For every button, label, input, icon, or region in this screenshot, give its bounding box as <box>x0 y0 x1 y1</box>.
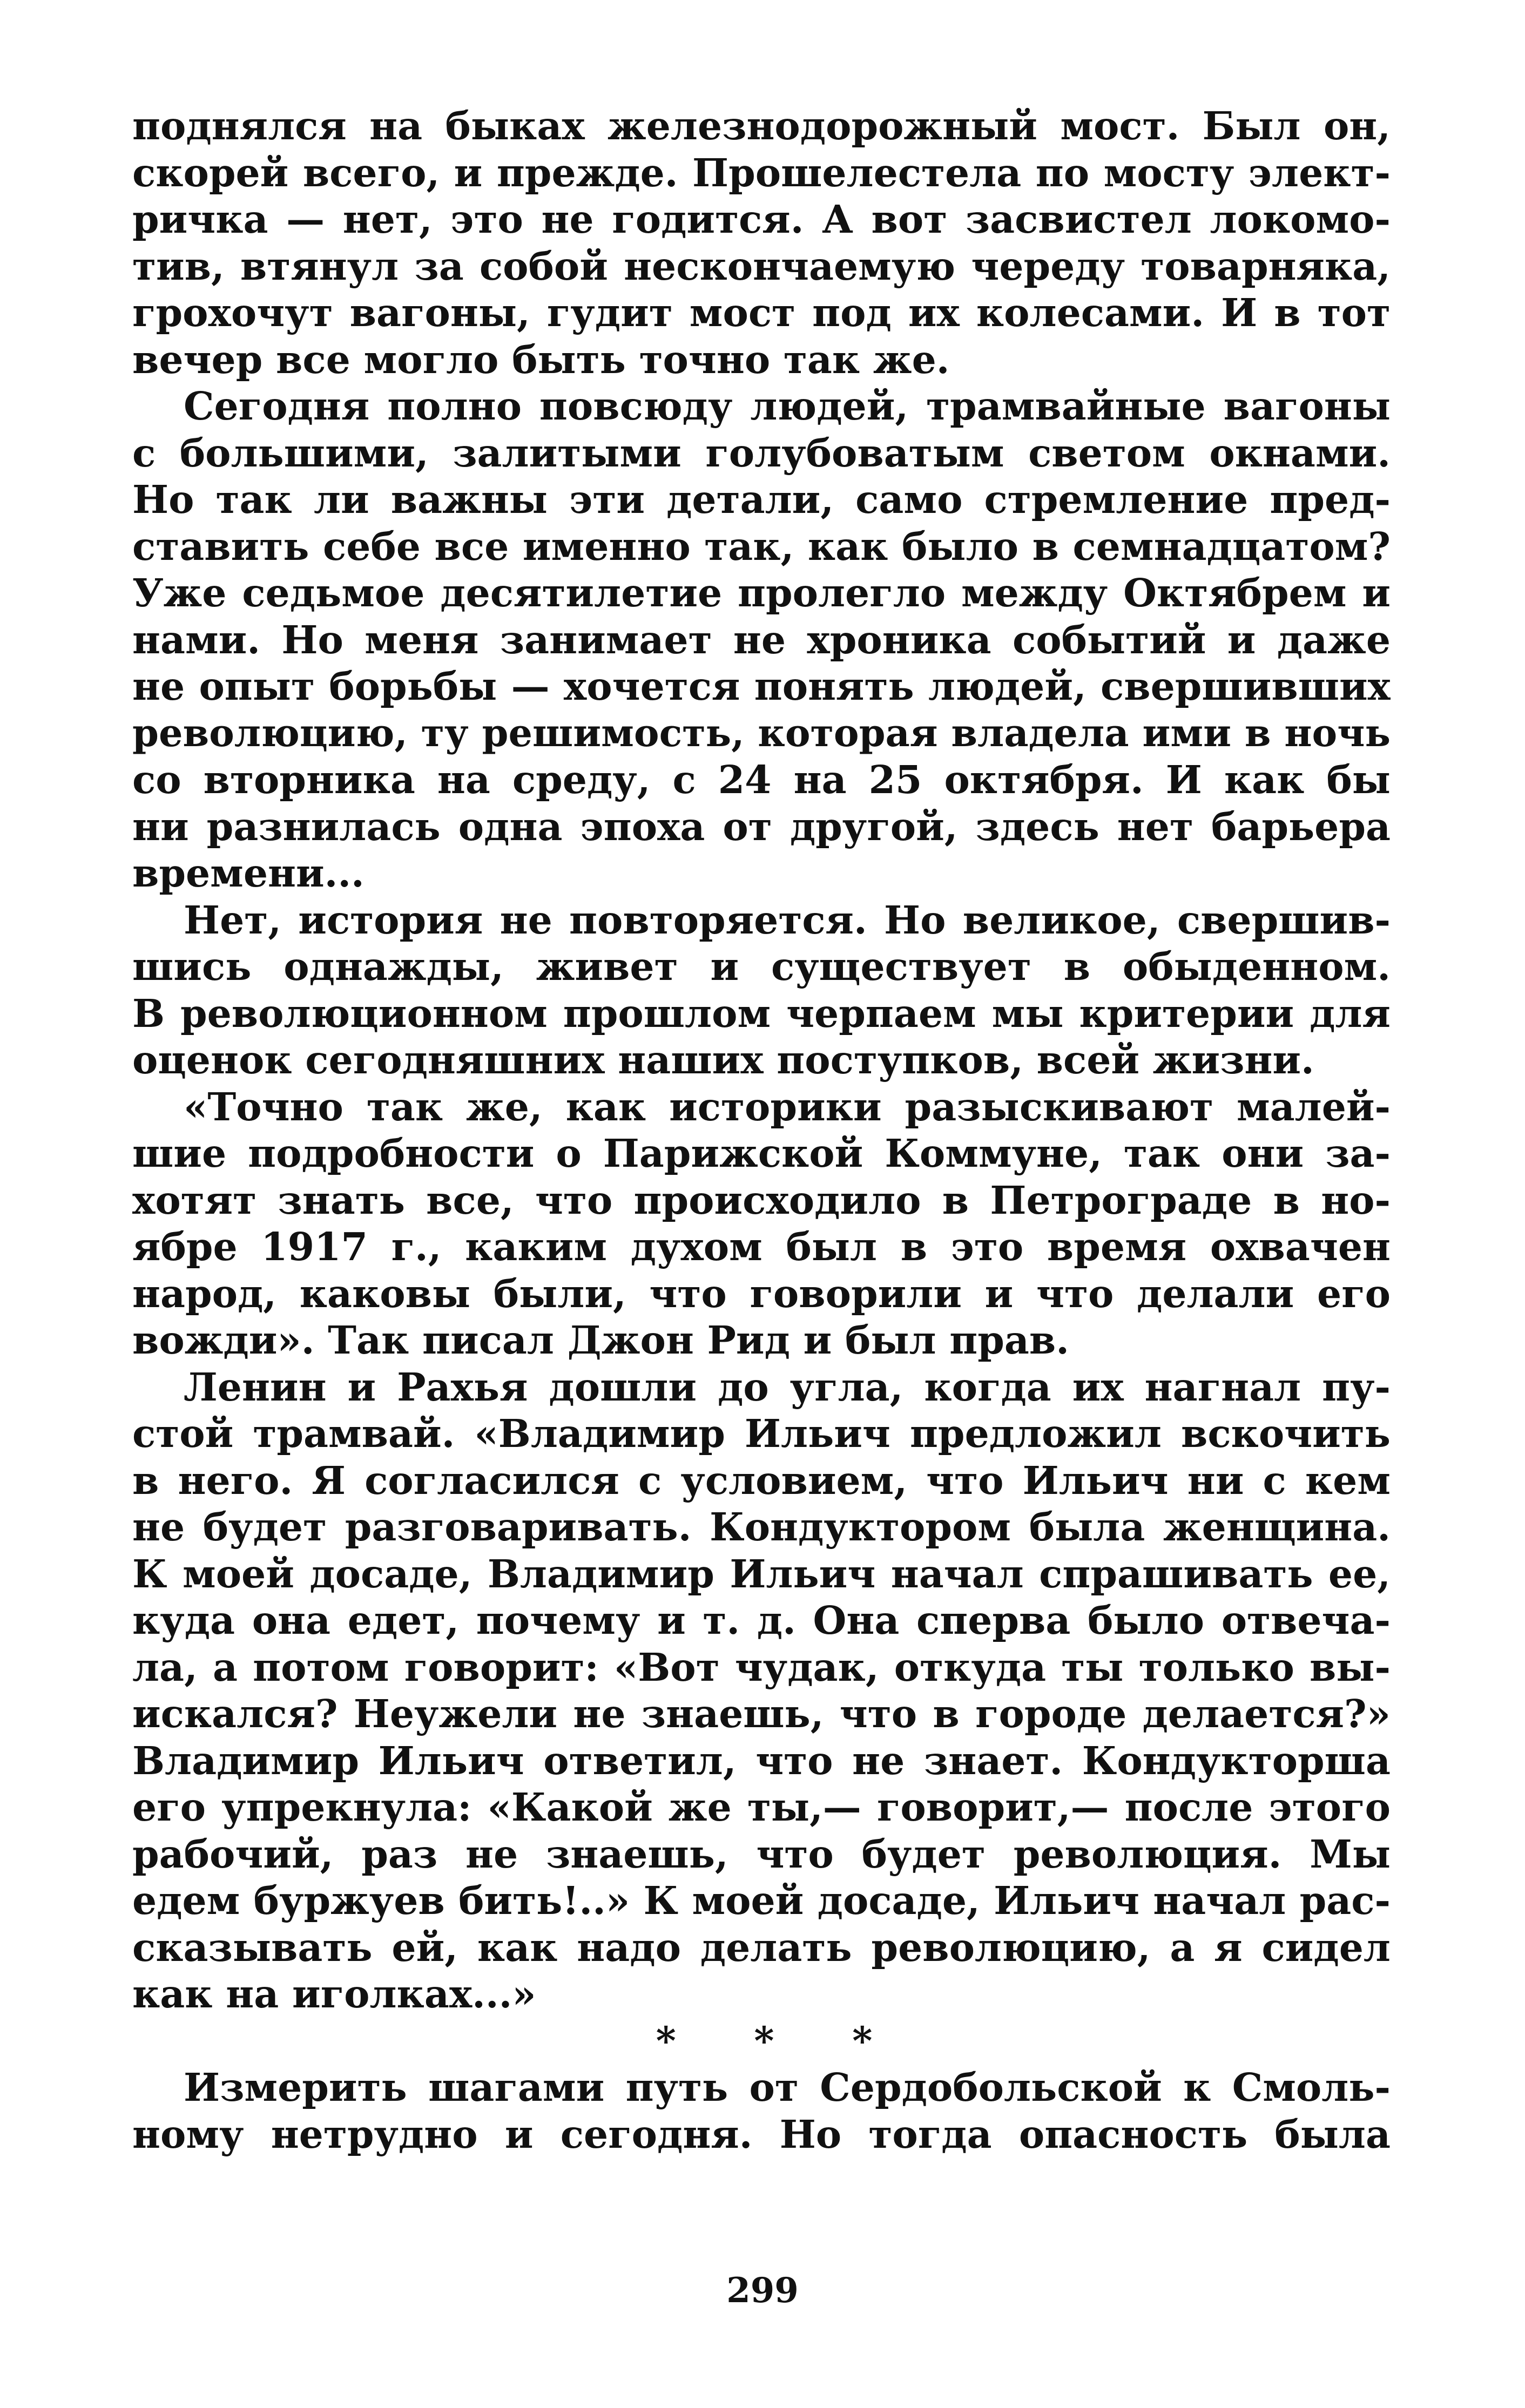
text-line: ному нетрудно и сегодня. Но тогда опасность была <box>132 2111 1391 2157</box>
text-line: тив, втянул за собой нескончаемую череду товарняка, <box>132 243 1391 289</box>
text-line: со вторника на среду, с 24 на 25 октября. И как бы <box>132 757 1391 802</box>
text-line: едем буржуев бить!..» К моей досаде, Ильич начал рас- <box>132 1878 1391 1923</box>
text-line: скорей всего, и прежде. Прошелестела по мосту элект- <box>132 150 1391 195</box>
text-line: шись однажды, живет и существует в обыденном. <box>132 944 1391 989</box>
text-line: как на иголках...» <box>132 1971 536 2017</box>
text-line: вожди». Так писал Джон Рид и был прав. <box>132 1317 1069 1363</box>
text-line: К моей досаде, Владимир Ильич начал спрашивать ее, <box>132 1551 1391 1597</box>
text-line: «Точно так же, как историки разыскивают малей- <box>184 1084 1391 1129</box>
text-line: оценок сегодняшних наших поступков, всей жизни. <box>132 1037 1314 1083</box>
page-number: 299 <box>726 2270 799 2311</box>
text-line: ябре 1917 г., каким духом был в это время охвачен <box>132 1224 1391 1269</box>
body-text <box>132 103 1391 2157</box>
text-line: рабочий, раз не знаешь, что будет революция. Мы <box>132 1831 1391 1877</box>
section-separator: * * * <box>656 2018 905 2064</box>
text-line: ричка — нет, это не годится. А вот засвистел локомо- <box>132 197 1391 242</box>
text-line: Уже седьмое десятилетие пролегло между Октябрем и <box>132 570 1391 615</box>
text-line: революцию, ту решимость, которая владела ими в ночь <box>132 710 1391 755</box>
text-line: искался? Неужели не знаешь, что в городе делается?» <box>132 1691 1391 1736</box>
text-line: времени... <box>132 850 365 896</box>
text-line: ни разнилась одна эпоха от другой, здесь нет барьера <box>132 803 1391 849</box>
text-line: Но так ли важны эти детали, само стремление пред- <box>132 477 1391 522</box>
text-line: шие подробности о Парижской Коммуне, так они за- <box>132 1131 1391 1176</box>
text-line: с большими, залитыми голубоватым светом окнами. <box>132 430 1391 476</box>
text-line: стой трамвай. «Владимир Ильич предложил вскочить <box>132 1411 1391 1456</box>
text-line: не будет разговаривать. Кондуктором была женщина. <box>132 1504 1391 1550</box>
text-line: его упрекнула: «Какой же ты,— говорит,— после этого <box>132 1784 1391 1830</box>
text-line: поднялся на быках железнодорожный мост. Был он, <box>132 103 1391 148</box>
text-line: Владимир Ильич ответил, что не знает. Кондукторша <box>132 1737 1391 1783</box>
text-line: ла, а потом говорит: «Вот чудак, откуда ты только вы- <box>132 1644 1391 1690</box>
text-line: В революционном прошлом черпаем мы критерии для <box>132 990 1391 1036</box>
text-line: народ, каковы были, что говорили и что делали его <box>132 1270 1391 1316</box>
text-line: нами. Но меня занимает не хроника событий и даже <box>132 617 1391 662</box>
text-line: куда она едет, почему и т. д. Она сперва было отвеча- <box>132 1598 1391 1643</box>
text-line: сказывать ей, как надо делать революцию, а я сидел <box>132 1924 1391 1970</box>
text-line: ставить себе все именно так, как было в семнадцатом? <box>132 523 1391 569</box>
text-line: не опыт борьбы — хочется понять людей, свершивших <box>132 664 1391 709</box>
text-line: хотят знать все, что происходило в Петрограде в но- <box>132 1177 1391 1223</box>
text-line: Измерить шагами путь от Сердобольской к Смоль- <box>184 2065 1391 2110</box>
text-line: Ленин и Рахья дошли до угла, когда их нагнал пу- <box>184 1364 1391 1410</box>
text-line: Сегодня полно повсюду людей, трамвайные вагоны <box>184 383 1391 429</box>
text-line: вечер все могло быть точно так же. <box>132 336 950 382</box>
text-line: Нет, история не повторяется. Но великое, свершив- <box>184 897 1391 943</box>
text-line: в него. Я согласился с условием, что Ильич ни с кем <box>132 1457 1391 1503</box>
text-line: грохочут вагоны, гудит мост под их колесами. И в тот <box>132 290 1391 335</box>
